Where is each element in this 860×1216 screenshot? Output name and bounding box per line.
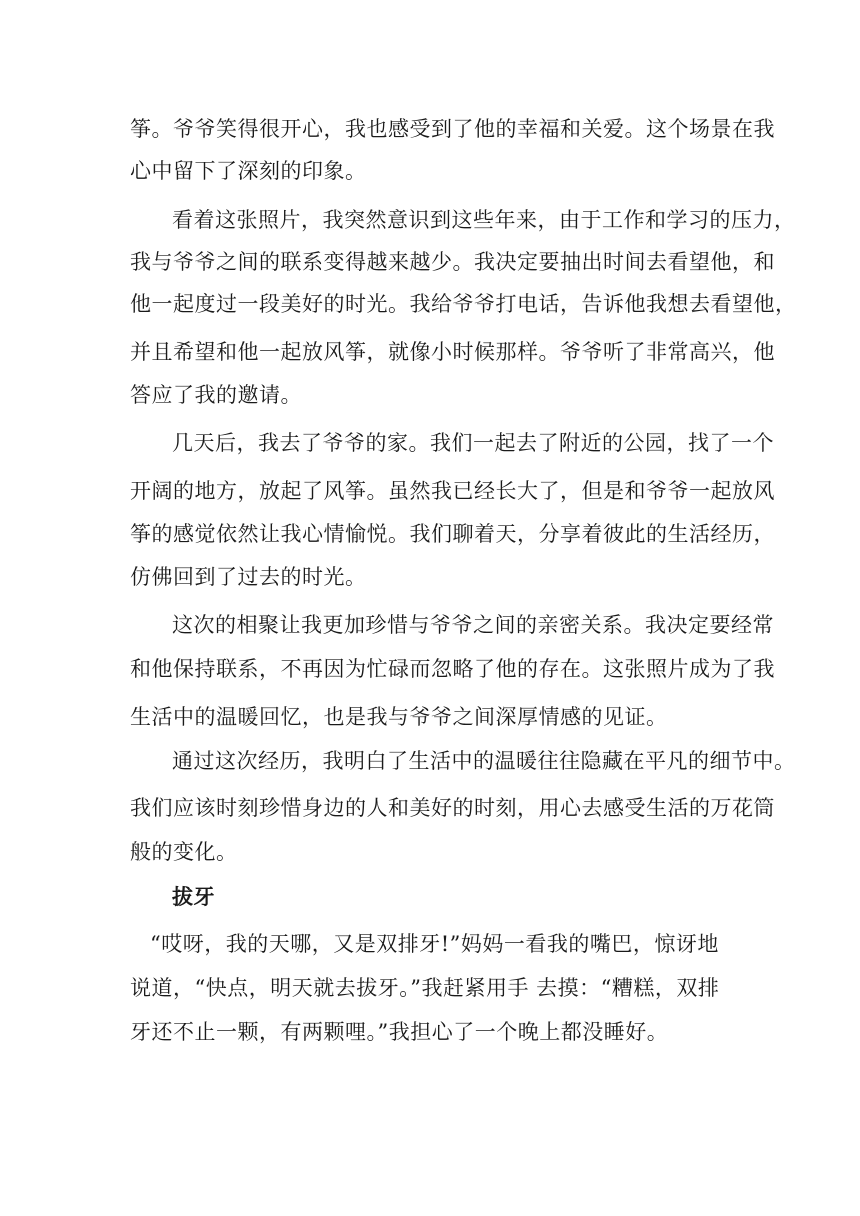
paragraph-line: 仿佛回到了过去的时光。 (130, 565, 367, 589)
paragraph-line: 心中留下了深刻的印象。 (130, 159, 367, 183)
story-line: “哎呀，我的天哪，又是双排牙!”妈妈一看我的嘴巴，惊讶地 (150, 932, 719, 956)
paragraph-line: 般的变化。 (130, 840, 238, 864)
paragraph-line: 通过这次经历，我明白了生活中的温暖往往隐藏在平凡的细节中。 (172, 749, 796, 773)
paragraph-line: 筝。爷爷笑得很开心，我也感受到了他的幸福和关爱。这个场景在我 (130, 117, 775, 141)
story-line: 说道，“快点，明天就去拔牙。”我赶紧用手 去摸：“糟糕，双排 (130, 976, 720, 1000)
paragraph-line: 几天后，我去了爷爷的家。我们一起去了附近的公园，找了一个 (172, 431, 774, 455)
paragraph-line: 我与爷爷之间的联系变得越来越少。我决定要抽出时间去看望他，和 (130, 250, 775, 274)
paragraph-line: 答应了我的邀请。 (130, 383, 302, 407)
paragraph-line: 看着这张照片，我突然意识到这些年来，由于工作和学习的压力， (172, 208, 796, 232)
paragraph-line: 并且希望和他一起放风筝，就像小时候那样。爷爷听了非常高兴，他 (130, 340, 775, 364)
paragraph-line: 生活中的温暖回忆，也是我与爷爷之间深厚情感的见证。 (130, 705, 668, 729)
paragraph-line: 我们应该时刻珍惜身边的人和美好的时刻，用心去感受生活的万花筒 (130, 796, 775, 820)
section-heading: 拔牙 (172, 885, 215, 909)
paragraph-line: 他一起度过一段美好的时光。我给爷爷打电话，告诉他我想去看望他， (130, 292, 797, 316)
paragraph-line: 筝的感觉依然让我心情愉悦。我们聊着天，分享着彼此的生活经历， (130, 522, 775, 546)
paragraph-line: 开阔的地方，放起了风筝。虽然我已经长大了，但是和爷爷一起放风 (130, 479, 775, 503)
paragraph-line: 这次的相聚让我更加珍惜与爷爷之间的亲密关系。我决定要经常 (172, 613, 774, 637)
paragraph-line: 和他保持联系，不再因为忙碌而忽略了他的存在。这张照片成为了我 (130, 657, 775, 681)
story-line: 牙还不止一颗，有两颗哩。”我担心了一个晚上都没睡好。 (130, 1020, 669, 1044)
